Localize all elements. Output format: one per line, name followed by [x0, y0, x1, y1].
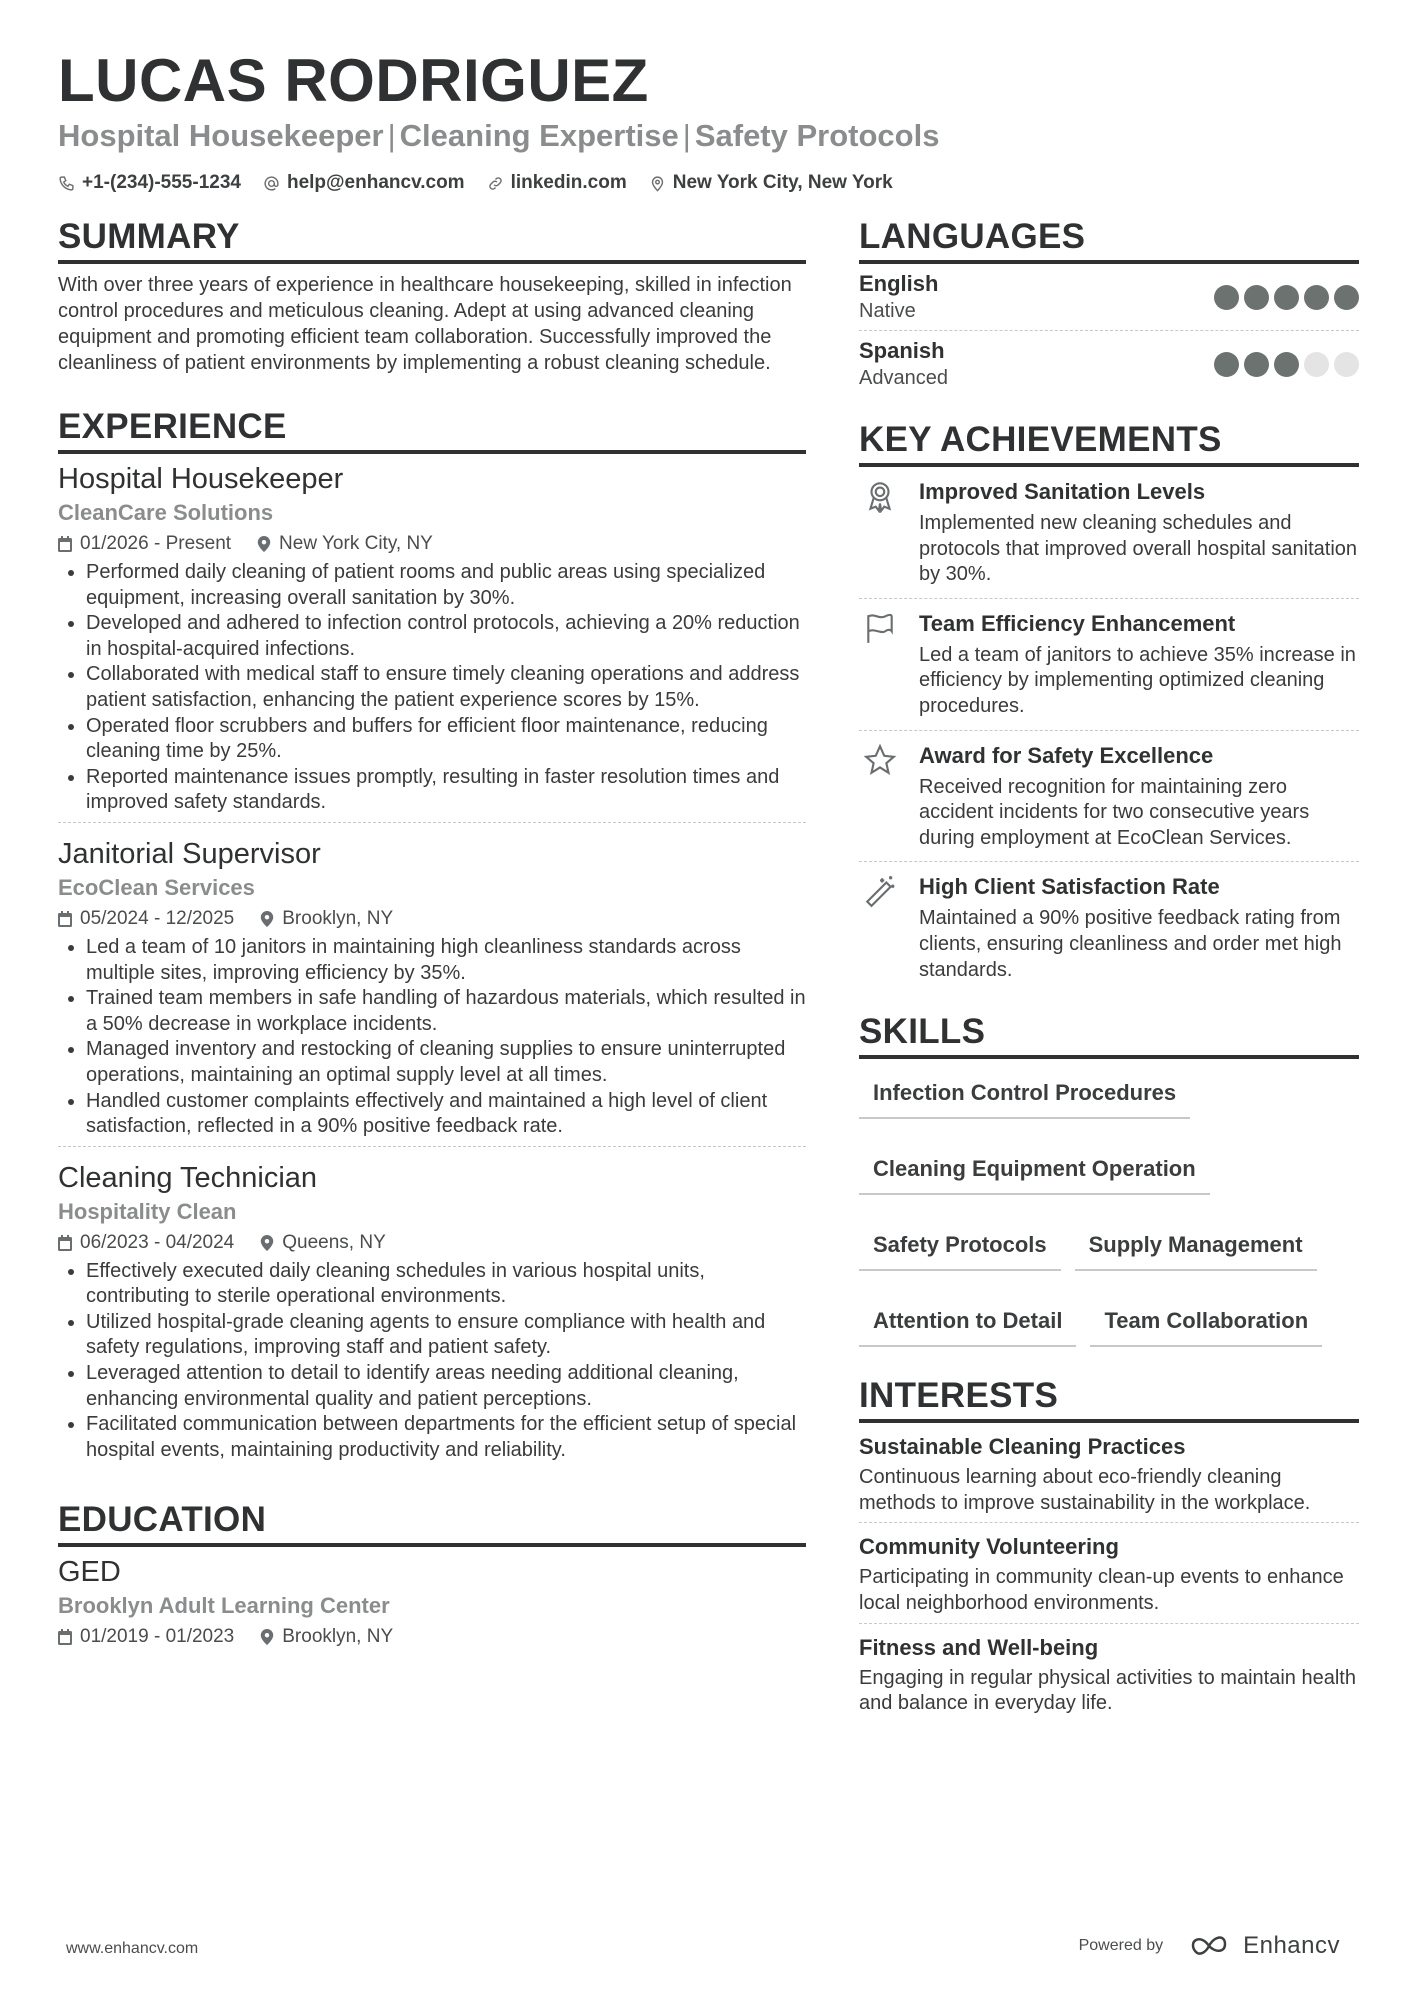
achievement-title: Award for Safety Excellence	[919, 742, 1214, 768]
job-bullets	[58, 935, 806, 1140]
tagline-role: Hospital Housekeeper	[58, 118, 384, 153]
proficiency-dot-empty	[1334, 352, 1359, 377]
magic-wand-icon	[863, 874, 897, 908]
footer-website[interactable]: www.enhancv.com	[66, 1940, 199, 1957]
skill-tag: Supply Management	[1075, 1227, 1317, 1271]
interest-desc: Engaging in regular physical activities to maintain health and balance in everyday life.	[859, 1666, 1356, 1715]
job-entry	[58, 1146, 806, 1470]
experience-section	[58, 406, 806, 1469]
job-bullets	[58, 560, 806, 816]
job-title: Janitorial Supervisor	[58, 837, 321, 870]
interest-item	[859, 1522, 1359, 1622]
experience-heading: EXPERIENCE	[58, 406, 806, 454]
languages-heading: LANGUAGES	[859, 216, 1359, 264]
achievements-heading: KEY ACHIEVEMENTS	[859, 419, 1359, 467]
job-title: Cleaning Technician	[58, 1161, 318, 1194]
job-bullet: • Led a team of 10 janitors in maintaining high cleanliness standards across multiple sites, improving efficiency by 35%.	[86, 935, 806, 986]
job-meta	[58, 528, 806, 560]
proficiency-dots	[1214, 285, 1359, 310]
phone-icon	[58, 175, 75, 192]
education-entry	[58, 1553, 806, 1659]
job-dates: 05/2024 - 12/2025	[80, 907, 235, 929]
calendar-icon	[58, 911, 72, 927]
job-bullet: • Developed and adhered to infection control protocols, achieving a 20% reduction in hospital-acquired infections.	[86, 611, 806, 662]
job-location: Queens, NY	[282, 1231, 386, 1253]
calendar-icon	[58, 536, 72, 552]
job-dates: 01/2026 - Present	[80, 533, 232, 554]
email-text: help@enhancv.com	[286, 172, 465, 193]
interest-item	[859, 1423, 1359, 1522]
achievement-desc: Received recognition for maintaining zero accident incidents for two consecutive years during employment at EcoClean Services.	[919, 775, 1310, 849]
calendar-icon	[58, 1629, 72, 1645]
proficiency-dot-filled	[1244, 285, 1269, 310]
location-pin-icon	[260, 1629, 274, 1645]
achievement-desc: Implemented new cleaning schedules and protocols that improved overall hospital sanitation by 30%.	[919, 512, 1358, 586]
tagline-protocols: Safety Protocols	[694, 118, 940, 153]
achievement-item	[859, 861, 1359, 993]
achievement-item	[859, 598, 1359, 730]
contact-linkedin[interactable]	[487, 172, 627, 194]
achievement-title: Team Efficiency Enhancement	[919, 610, 1236, 636]
language-item	[859, 330, 1359, 397]
contact-phone[interactable]	[58, 172, 241, 194]
interest-item	[859, 1623, 1359, 1723]
summary-heading: SUMMARY	[58, 216, 806, 264]
company-name: Hospitality Clean	[58, 1198, 237, 1224]
skills-list	[859, 1075, 1359, 1347]
proficiency-dot-filled	[1214, 352, 1239, 377]
enhancv-logo-icon	[1189, 1934, 1235, 1958]
proficiency-dot-filled	[1304, 285, 1329, 310]
skill-tag: Attention to Detail	[859, 1303, 1076, 1347]
summary-section	[58, 216, 806, 376]
achievement-title: High Client Satisfaction Rate	[919, 874, 1220, 900]
company-name: EcoClean Services	[58, 874, 255, 900]
languages-section	[859, 216, 1359, 397]
language-level: Native	[859, 300, 916, 322]
education-heading: EDUCATION	[58, 1499, 806, 1547]
job-bullet: • Effectively executed daily cleaning schedules in various hospital units, contributing to sterile operational environments.	[86, 1259, 806, 1310]
proficiency-dots	[1214, 352, 1359, 377]
skill-tag: Team Collaboration	[1090, 1303, 1322, 1347]
at-icon	[263, 175, 280, 192]
job-bullets	[58, 1259, 806, 1464]
job-title: Hospital Housekeeper	[58, 463, 344, 495]
tagline-separator: |	[682, 118, 691, 153]
job-meta	[58, 1227, 806, 1259]
skill-tag: Infection Control Procedures	[859, 1075, 1190, 1119]
location-pin-icon	[257, 536, 271, 552]
contact-bar	[58, 168, 893, 198]
interests-heading: INTERESTS	[859, 1375, 1359, 1423]
job-location: New York City, NY	[279, 533, 433, 554]
interest-title: Fitness and Well-being	[859, 1634, 1099, 1660]
proficiency-dot-filled	[1274, 285, 1299, 310]
job-bullet: • Utilized hospital-grade cleaning agents to ensure compliance with health and safety regulations, improving staff and patient safety.	[86, 1310, 806, 1361]
school-name: Brooklyn Adult Learning Center	[58, 1593, 390, 1619]
language-name: Spanish	[859, 338, 945, 363]
job-bullet: • Trained team members in safe handling of hazardous materials, which resulted in a 50% decrease in workplace incidents.	[86, 986, 806, 1037]
job-entry	[58, 460, 806, 822]
proficiency-dot-filled	[1274, 352, 1299, 377]
tagline-separator: |	[387, 118, 396, 153]
job-meta	[58, 903, 806, 935]
proficiency-dot-filled	[1214, 285, 1239, 310]
candidate-name: LUCAS RODRIGUEZ	[58, 47, 649, 114]
skills-section	[859, 1011, 1359, 1347]
degree: GED	[58, 1556, 121, 1589]
tagline-expertise: Cleaning Expertise	[399, 118, 679, 153]
company-name: CleanCare Solutions	[58, 500, 274, 525]
proficiency-dot-empty	[1304, 352, 1329, 377]
tagline	[58, 116, 939, 156]
achievements-section	[859, 419, 1359, 993]
location-text: New York City, New York	[672, 172, 893, 193]
language-level: Advanced	[859, 367, 948, 389]
link-icon	[487, 175, 504, 192]
interest-desc: Participating in community clean-up events to enhance local neighborhood environments.	[859, 1566, 1344, 1614]
job-bullet: • Handled customer complaints effectively and maintained a high level of client satisfaction, reflected in a 90% positive feedback rate.	[86, 1089, 806, 1140]
education-meta	[58, 1621, 806, 1653]
skill-tag: Cleaning Equipment Operation	[859, 1151, 1210, 1195]
achievement-item	[859, 730, 1359, 862]
job-entry	[58, 822, 806, 1146]
interest-desc: Continuous learning about eco-friendly cleaning methods to improve sustainability in the workplace.	[859, 1466, 1311, 1514]
interests-section	[859, 1375, 1359, 1723]
education-location: Brooklyn, NY	[282, 1626, 394, 1648]
job-location: Brooklyn, NY	[282, 907, 394, 929]
job-bullet: • Collaborated with medical staff to ensure timely cleaning operations and address patient satisfaction, enhancing the patient experience scores by 15%.	[86, 662, 806, 713]
star-icon	[863, 743, 897, 777]
summary-text: With over three years of experience in healthcare housekeeping, skilled in infection control procedures and meticulous cleaning. Adept at using advanced cleaning equipment and promoting efficient team collaboration. Successfully improved the cleanliness of patient environments by implementing a robust cleaning schedule.	[58, 274, 792, 374]
contact-location	[649, 172, 893, 194]
job-bullet: • Facilitated communication between departments for the efficient setup of special hospital events, maintaining productivity and reliability.	[86, 1412, 806, 1463]
proficiency-dot-filled	[1334, 285, 1359, 310]
education-section	[58, 1499, 806, 1659]
job-dates: 06/2023 - 04/2024	[80, 1231, 235, 1253]
contact-email[interactable]	[263, 172, 465, 194]
award-ribbon-icon	[863, 479, 897, 513]
brand-name: Enhancv	[1243, 1932, 1340, 1959]
achievement-title: Improved Sanitation Levels	[919, 479, 1206, 504]
linkedin-text: linkedin.com	[510, 172, 627, 193]
powered-by-label: Powered by	[1078, 1937, 1164, 1954]
location-pin-icon	[649, 175, 666, 192]
brand-logo[interactable]	[1189, 1932, 1340, 1960]
skill-tag: Safety Protocols	[859, 1227, 1061, 1271]
phone-text: +1-(234)-555-1234	[82, 172, 241, 193]
job-bullet: • Operated floor scrubbers and buffers for efficient floor maintenance, reducing cleaning time by 25%.	[86, 714, 806, 765]
location-pin-icon	[260, 1235, 274, 1251]
education-dates: 01/2019 - 01/2023	[80, 1626, 235, 1648]
left-column	[58, 216, 806, 1659]
achievement-desc: Led a team of janitors to achieve 35% increase in efficiency by implementing optimized cleaning procedures.	[919, 643, 1356, 717]
job-bullet: • Reported maintenance issues promptly, resulting in faster resolution times and improved safety standards.	[86, 765, 806, 816]
right-column	[859, 216, 1359, 1723]
job-bullet: • Performed daily cleaning of patient rooms and public areas using specialized equipment, increasing overall sanitation by 30%.	[86, 560, 806, 611]
proficiency-dot-filled	[1244, 352, 1269, 377]
interest-title: Community Volunteering	[859, 1534, 1119, 1560]
achievement-item	[859, 467, 1359, 598]
location-pin-icon	[260, 911, 274, 927]
language-name: English	[859, 271, 939, 296]
calendar-icon	[58, 1235, 72, 1251]
footer-branding	[1079, 1932, 1340, 1960]
skills-heading: SKILLS	[859, 1011, 1359, 1059]
achievement-desc: Maintained a 90% positive feedback rating from clients, ensuring cleanliness and order met high standards.	[919, 907, 1342, 981]
interest-title: Sustainable Cleaning Practices	[859, 1434, 1186, 1460]
flag-icon	[863, 611, 897, 645]
job-bullet: • Leveraged attention to detail to identify areas needing additional cleaning, enhancing environmental quality and patient perceptions.	[86, 1361, 806, 1412]
language-item	[859, 264, 1359, 330]
job-bullet: • Managed inventory and restocking of cleaning supplies to ensure uninterrupted operations, maintaining an optimal supply level at all times.	[86, 1037, 806, 1088]
